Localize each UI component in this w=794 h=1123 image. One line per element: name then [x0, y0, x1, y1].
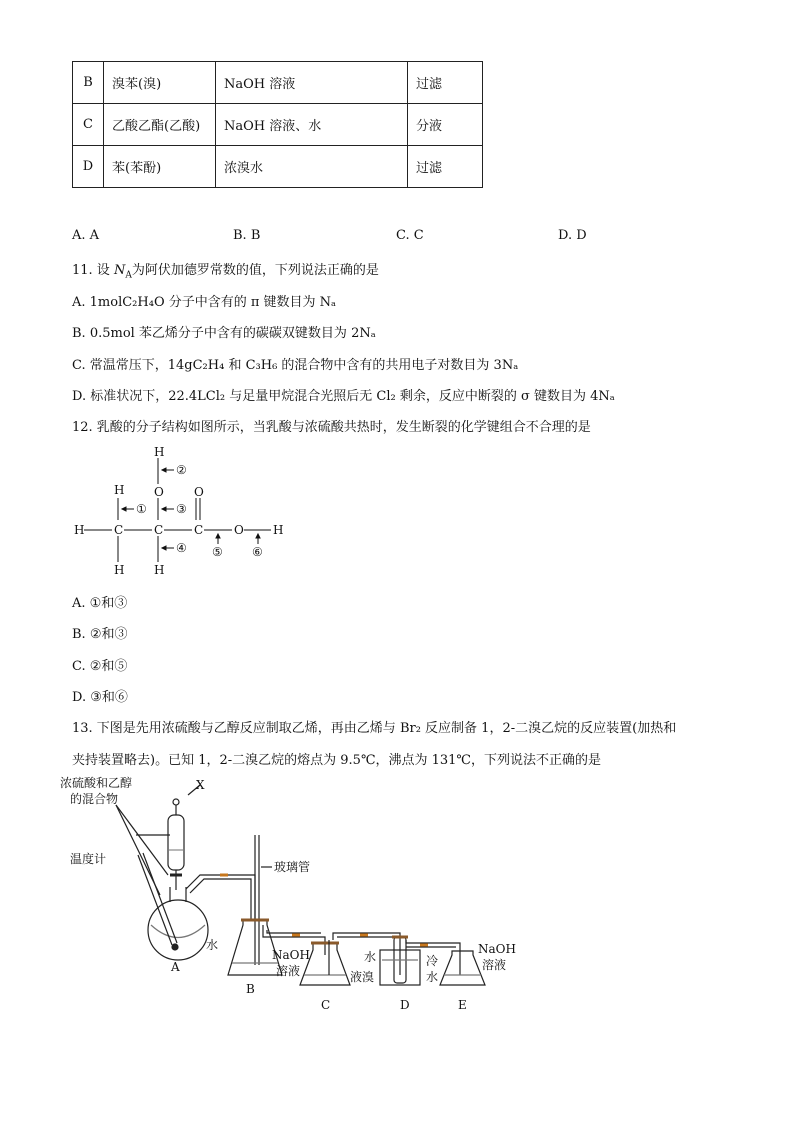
row-reagent: NaOH 溶液、水: [216, 104, 408, 146]
label-b: B: [246, 982, 255, 996]
bond-mark-6: ⑥: [252, 545, 263, 559]
q12-option-b: B. ②和③: [72, 627, 128, 642]
q11-na-sub: A: [125, 270, 132, 281]
q10-option-a: A. A: [72, 228, 100, 243]
bond-mark-5: ⑤: [212, 545, 223, 559]
row-id: D: [73, 146, 104, 188]
q11-option-b: B. 0.5mol 苯乙烯分子中含有的碳碳双键数目为 2Nₐ: [72, 326, 376, 341]
label-mixture-2: 的混合物: [70, 792, 119, 806]
label-c: C: [321, 998, 331, 1012]
row-method: 过滤: [408, 146, 483, 188]
q11-stem-post: 为阿伏加德罗常数的值，下列说法正确的是: [131, 263, 379, 278]
row-substance: 苯(苯酚): [104, 146, 216, 188]
atom-c3: C: [194, 523, 204, 537]
row-reagent: NaOH 溶液: [216, 62, 408, 104]
label-naoh-e2: 溶液: [482, 958, 507, 972]
label-d: D: [400, 998, 410, 1012]
row-id: C: [73, 104, 104, 146]
label-naoh-b1: NaOH: [272, 948, 310, 962]
label-e: E: [458, 998, 467, 1012]
lactic-acid-structure: [70, 440, 300, 580]
label-cold-2: 水: [426, 970, 439, 984]
atom-h-right: H: [273, 523, 284, 537]
q10-option-b: B. B: [233, 228, 261, 243]
q13-stem-line2: 夹持装置略去)。已知 1，2-二溴乙烷的熔点为 9.5℃，沸点为 131℃，下列说法不正确的是: [72, 753, 601, 768]
q12-option-a: A. ①和③: [72, 596, 128, 611]
row-id: B: [73, 62, 104, 104]
q12-option-d: D. ③和⑥: [72, 690, 128, 705]
label-x: X: [196, 778, 205, 792]
q12-option-c: C. ②和⑤: [72, 659, 128, 674]
bond-mark-1: ①: [136, 502, 147, 516]
atom-c2: C: [154, 523, 164, 537]
label-mixture-1: 浓硫酸和乙醇: [60, 776, 133, 790]
bond-mark-3: ③: [176, 502, 187, 516]
label-thermometer: 温度计: [70, 852, 107, 866]
q11-option-a: A. 1molC₂H₄O 分子中含有的 π 键数目为 Nₐ: [72, 295, 337, 310]
bond-mark-4: ④: [176, 541, 187, 555]
purification-table: [72, 61, 483, 188]
label-naoh-e1: NaOH: [478, 942, 516, 956]
row-substance: 乙酸乙酯(乙酸): [104, 104, 216, 146]
q10-option-d: D. D: [558, 228, 587, 243]
atom-h-hydroxyl: H: [154, 445, 165, 459]
label-water-d: 水: [364, 950, 377, 964]
label-naoh-b2: 溶液: [276, 964, 301, 978]
label-a: A: [171, 960, 180, 974]
bond-mark-2: ②: [176, 463, 187, 477]
atom-h-c1-top: H: [114, 483, 125, 497]
row-substance: 溴苯(溴): [104, 62, 216, 104]
q12-stem: 12. 乳酸的分子结构如图所示，当乳酸与浓硫酸共热时，发生断裂的化学键组合不合理的是: [72, 420, 591, 435]
atom-h-c1-bottom: H: [114, 563, 125, 577]
row-reagent: 浓溴水: [216, 146, 408, 188]
apparatus-diagram: [60, 775, 530, 1020]
q11-na: N: [113, 263, 126, 278]
q11-option-c: C. 常温常压下，14gC₂H₄ 和 C₃H₆ 的混合物中含有的共用电子对数目为 3Nₐ: [72, 358, 519, 373]
row-method: 分液: [408, 104, 483, 146]
table-row: [73, 104, 483, 146]
atom-c1: C: [114, 523, 124, 537]
q11-option-d: D. 标准状况下，22.4LCl₂ 与足量甲烷混合光照后无 Cl₂ 剩余，反应中断裂的 σ 键数目为 4Nₐ: [72, 389, 615, 404]
atom-o-hydroxyl: O: [154, 485, 164, 499]
q11-stem: [72, 259, 379, 281]
atom-o-carbonyl: O: [194, 485, 204, 499]
q13-stem-line1: 13. 下图是先用浓硫酸与乙醇反应制取乙烯，再由乙烯与 Br₂ 反应制备 1，2-二溴乙烷的反应装置(加热和: [72, 721, 677, 736]
row-method: 过滤: [408, 62, 483, 104]
label-cold-1: 冷: [426, 954, 439, 968]
atom-h-c2-bottom: H: [154, 563, 165, 577]
label-liquid-bromine: 液溴: [350, 970, 375, 984]
label-glass-tube: 玻璃管: [274, 860, 311, 874]
atom-o-ester: O: [234, 523, 244, 537]
label-water-b: 水: [206, 938, 219, 952]
q11-stem-pre: 11. 设: [72, 263, 114, 278]
q10-option-c: C. C: [396, 228, 424, 243]
table-row: [73, 146, 483, 188]
atom-h-left: H: [74, 523, 85, 537]
table-row: [73, 62, 483, 104]
